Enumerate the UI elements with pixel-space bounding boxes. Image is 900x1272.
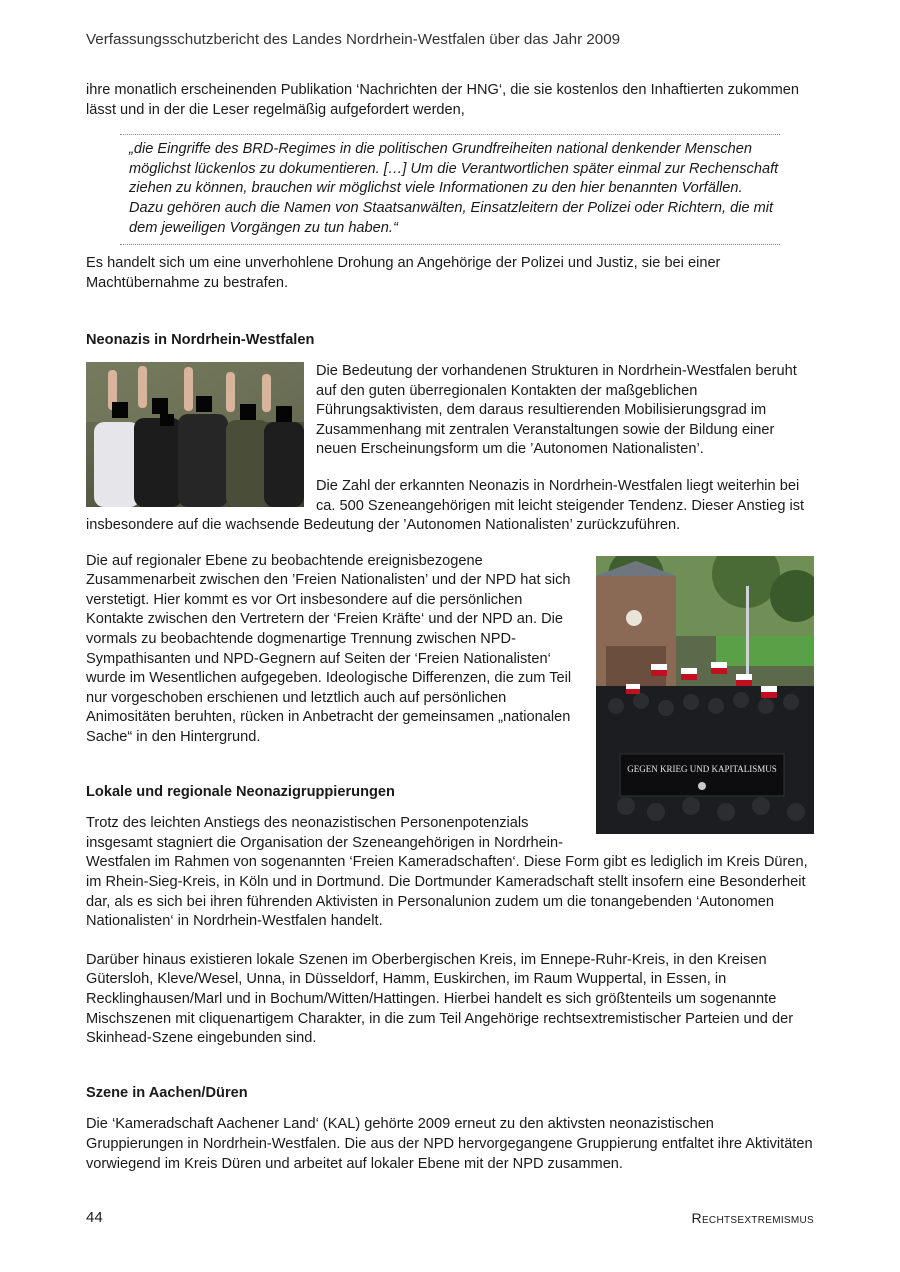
intro-paragraph: ihre monatlich erscheinenden Publikation ‘Nachrichten der HNG‘, die sie kostenlos den Inhaftierten zukommen lässt und in der die Leser regelmäßig aufgefordert werden, [86, 82, 800, 118]
block-quote: „die Eingriffe des BRD-Regimes in die politischen Grundfreiheiten national denkender Menschen möglichst lückenlos zu dokumentieren. […] Um die Verantwortlichen später einmal zur Rechenschaft ziehen zu können, brauchen wir möglichst viele Informationen zu den hier benannten Vorfällen. Dazu gehören auch die Namen von Staatsanwälten, Einsatzleitern der Polizei oder Richtern, die mit dem jeweiligen Vorgängen zu tun haben.“ [120, 134, 780, 245]
running-footer-section: Rechtsextremismus [691, 1210, 814, 1226]
running-header: Verfassungsschutzbericht des Landes Nordrhein-Westfalen über das Jahr 2009 [86, 31, 621, 48]
main-content [86, 81, 814, 1174]
photo-group-salute-image [86, 362, 304, 507]
section2-paragraph-2: Darüber hinaus existieren lokale Szenen im Oberbergischen Kreis, im Ennepe-Ruhr-Kreis, in den Kreisen Gütersloh, Kleve/Wesel, Unna, in Düsseldorf, Hamm, Euskirchen, im Raum Wuppertal, in Essen, in Recklinghausen/Marl und in Bochum/Witten/Hattingen. Hierbei handelt es sich größtenteils um sogenannte Mischszenen mit cliquenartigem Charakter, in die zum Teil Angehörige rechtsextremistischer Parteien und der Skinhead-Szene eingebunden sind. [86, 951, 794, 1047]
section-heading-neonazis: Neonazis in Nordrhein-Westfalen [86, 332, 315, 349]
section3-paragraph-1: Die ‘Kameradschaft Aachener Land‘ (KAL) gehörte 2009 erneut zu den aktivsten neonazistischen Gruppierungen in Nordrhein-Westfalen. Die aus der NPD hervorgegangene Gruppierung entfaltet ihre Aktivitäten vorwiegend im Kreis Düren und arbeitet auf lokaler Ebene mit der NPD zusammen. [86, 1116, 813, 1172]
section-heading-lokale: Lokale und regionale Neonazigruppierungen [86, 783, 395, 800]
page-number: 44 [86, 1209, 103, 1226]
photo-demonstration-image [596, 556, 814, 834]
photo-demonstration [596, 556, 814, 834]
photo-group-salute [86, 362, 304, 507]
section1-paragraph-1: Die Bedeutung der vorhandenen Strukturen in Nordrhein-Westfalen beruht auf den guten überregionalen Kontakten der maßgeblichen Führungsaktivisten, dem daraus resultierenden Mobilisierungsgrad im Zusammenhang mit zentralen Veranstaltungen sowie der Bildung einer neuen Erscheinungsform um die ’Autonomen Nationalisten’. [316, 362, 797, 458]
section-heading-aachen: Szene in Aachen/Düren [86, 1084, 248, 1101]
section1-paragraph-3: Die auf regionaler Ebene zu beobachtende ereignisbezogene Zusammenarbeit zwischen den ’Freien Nationalisten’ und der NPD hat sich verstetigt. Hier kommt es vor Ort insbesondere auf die persönlichen Kontakte zwischen den Vertretern der ‘Freien Kräfte‘ und der NPD an. Die vormals zu beobachtende dogmenartige Trennung zwischen NPD-Sympathisanten und NPD-Gegnern auf Seiten der ‘Freien Nationalisten‘ wurde im Wesentlichen aufgegeben. Ideologische Differenzen, die zum Teil nur vorgeschoben erschienen und letztlich auch auf persönlichen Animositäten beruhten, rücken in Anbetracht der gemeinsamen „nationalen Sache“ in den Hintergrund. [86, 552, 572, 746]
intro-after-paragraph: Es handelt sich um eine unverhohlene Drohung an Angehörige der Polizei und Justiz, sie bei einer Machtübernahme zu bestrafen. [86, 255, 721, 291]
section2-paragraph-1: Trotz des leichten Anstiegs des neonazistischen Personenpotenzials insgesamt stagniert die Organisation der Szeneangehörigen in Nordrhein-Westfalen im Rahmen von sogenannten ‘Freien Kameradschaften‘. Diese Form gibt es lediglich im Kreis Düren, im Rhein-Sieg-Kreis, in Köln und in Dortmund. Die Dortmunder Kameradschaft stellt insofern eine Besonderheit dar, als es sich bei ihren führenden Aktivisten in Personalunion zudem um die tonangebenden ‘Autonomen Nationalisten‘ in Nordrhein-Westfalen handelt. [86, 815, 808, 930]
banner-text: GEGEN KRIEG UND KAPITALISMUS [627, 763, 777, 774]
section1-paragraph-2: Die Zahl der erkannten Neonazis in Nordrhein-Westfalen liegt weiterhin bei ca. 500 Szeneangehörigen mit leicht steigender Tendenz. Dieser Anstieg ist insbesondere auf die wachsende Bedeutung der ’Autonomen Nationalisten’ zurückzuführen. [86, 477, 805, 534]
